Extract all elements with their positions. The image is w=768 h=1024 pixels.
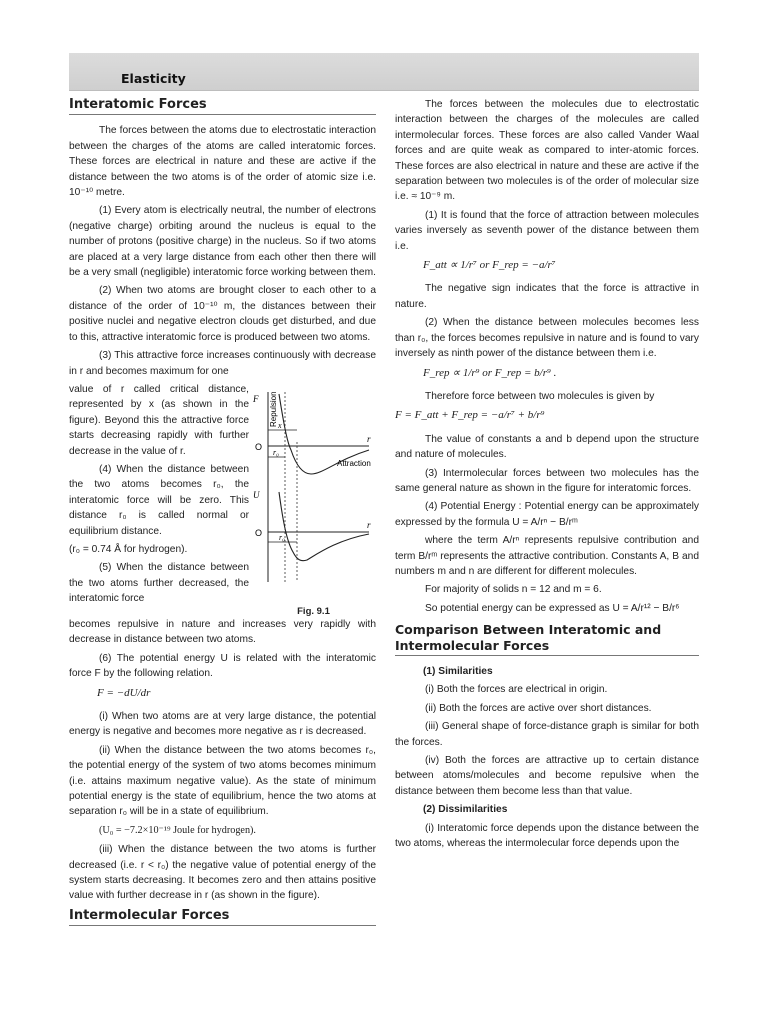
figure-side-text <box>69 382 249 617</box>
paragraph: (4) When the distance between the two atoms becomes r₀, the interatomic force will be zero. This distance r₀ is called normal or equilibrium distance. <box>69 463 249 537</box>
x-label: x <box>278 420 282 430</box>
chapter-title: Elasticity <box>121 71 186 86</box>
equation-total-force: F = F_att + F_rep = −a/r⁷ + b/r⁹ <box>395 409 545 422</box>
r0-label: r₀ <box>279 532 285 542</box>
paragraph: (1) Every atom is electrically neutral, the number of electrons (negative charge) orbiting around the nucleus is equal to the number of protons (positive charge) in the nucleus. So if two atoms are placed at a very large distance from each other then there will be a very small (negligible) interatomic force working between them. <box>69 205 376 279</box>
paragraph: Therefore force between two molecules is given by <box>425 390 655 402</box>
paragraph: (ii) When the distance between the two atoms becomes r₀, the potential energy of the system of two atoms becomes minimum (i.e. attains maximum negative value). As the state of minimum potential energy is the state of equilibrium, hence the two atoms at separation r₀ will be in a state of equilibrium. <box>69 744 376 818</box>
repulsion-label: Repulsion <box>269 391 278 427</box>
paragraph: The forces between the molecules due to electrostatic interaction between the charges of the molecules are called intermolecular forces. These forces are also called Vander Waal forces and are quite weak as compared to inter-atomic forces. These forces are also electrical in nature and these are active if the separation between two molecules is of the order of molecular size i.e. ≈ 10⁻⁹ m. <box>395 99 699 203</box>
paragraph: (r₀ = 0.74 Å for hydrogen). <box>69 543 188 555</box>
figure-caption: Fig. 9.1 <box>297 605 330 617</box>
paragraph: becomes repulsive in nature and increases very rapidly with decrease in distance between two atoms. <box>69 618 376 646</box>
force-potential-figure <box>251 382 376 617</box>
paragraph: (4) Potential Energy : Potential energy can be approximately expressed by the formula U = A/rⁿ − B/rᵐ <box>395 501 699 528</box>
r-axis-label: r <box>367 433 371 444</box>
subheading-similarities: (1) Similarities <box>423 666 493 677</box>
attraction-label: Attraction <box>337 458 371 468</box>
r-axis-label: r <box>367 519 371 530</box>
u-axis-label: U <box>253 489 260 500</box>
equation-attractive: F_att ∝ 1/r⁷ or F_rep = −a/r⁷ <box>423 259 556 272</box>
right-column <box>395 97 699 854</box>
section-heading-comparison: Comparison Between Interatomic and Intermolecular Forces <box>395 622 699 656</box>
list-item: (iii) General shape of force-distance graph is similar for both the forces. <box>395 721 699 748</box>
paragraph: (5) When the distance between the two atoms further decreased, the interatomic force <box>69 562 249 605</box>
list-item: (i) Interatomic force depends upon the distance between the two atoms, whereas the intermolecular force depends upon the <box>395 822 699 850</box>
paragraph: (2) When the distance between molecules becomes less than r₀, the forces becomes repulsive in nature and is found to vary inversely as ninth power of the distance between them i.e. <box>395 317 699 360</box>
origin-label: O <box>255 441 263 452</box>
paragraph: value of r called critical distance, represented by x (as shown in the figure). Beyond this the attractive force starts decreasing rapidly with further decrease in the value of r. <box>69 383 249 457</box>
paragraph: For majority of solids n = 12 and m = 6. <box>425 584 602 596</box>
paragraph: So potential energy can be expressed as U = A/r¹² − B/r⁶ <box>425 602 680 614</box>
paragraph: (iii) When the distance between the two atoms is further decreased (i.e. r < r₀) the negative value of potential energy of the system starts decreasing. It becomes zero and then attains positive value with further decrease in r (as shown in the figure). <box>69 844 376 902</box>
paragraph: The negative sign indicates that the force is attractive in nature. <box>395 283 699 310</box>
paragraph: (3) Intermolecular forces between two molecules has the same general nature as shown in the figure for interatomic forces. <box>395 467 699 494</box>
r0-label: r₀ <box>273 447 279 457</box>
origin-label: O <box>255 527 263 538</box>
equation-repulsive: F_rep ∝ 1/r⁹ or F_rep = b/r⁹ . <box>423 366 557 379</box>
section-heading-interatomic: Interatomic Forces <box>69 97 376 115</box>
paragraph: (1) It is found that the force of attraction between molecules varies inversely as seventh power of the distance between them i.e. <box>395 209 699 252</box>
chapter-header-bar <box>69 53 699 91</box>
f-axis-label: F <box>253 393 259 404</box>
list-item: (ii) Both the forces are active over short distances. <box>425 702 652 714</box>
paragraph: (3) This attractive force increases continuously with decrease in r and becomes maximum for one <box>69 350 376 377</box>
paragraph: The value of constants a and b depend upon the structure and nature of molecules. <box>395 433 699 461</box>
potential-curve <box>279 492 369 561</box>
equation-force-potential: F = −dU/dr <box>97 686 151 699</box>
equation-u0: (U₀ = −7.2×10⁻¹⁹ Joule for hydrogen). <box>99 824 256 836</box>
paragraph: where the term A/rⁿ represents repulsive contribution and term B/rᵐ represents the attractive contribution. Constants A, B and numbers m and n are different for different molecules. <box>395 535 699 577</box>
force-distance-graph <box>251 382 376 604</box>
left-column <box>69 97 376 934</box>
section-heading-intermolecular: Intermolecular Forces <box>69 908 376 926</box>
subheading-dissimilarities: (2) Dissimilarities <box>423 804 508 816</box>
paragraph: (2) When two atoms are brought closer to each other to a distance of the order of 10⁻¹⁰ m, the distances between their positive nuclei and negative electron clouds get disturbed, and due to this, attractive interatomic force is produced between two atoms. <box>69 285 376 343</box>
list-item: (iv) Both the forces are attractive up to certain distance between atoms/molecules and become repulsive when the distance between them become less than that value. <box>395 755 699 797</box>
list-item: (i) Both the forces are electrical in origin. <box>425 684 608 696</box>
paragraph: (6) The potential energy U is related with the interatomic force F by the following relation. <box>69 652 376 680</box>
paragraph: (i) When two atoms are at very large distance, the potential energy is negative and becomes more negative as r is decreased. <box>69 710 376 738</box>
paragraph: The forces between the atoms due to electrostatic interaction between the charges of the atoms are called interatomic forces. These forces are electrical in nature and these are active if the distance between the two atoms is of the order of atomic size i.e. 10⁻¹⁰ metre. <box>69 125 376 199</box>
figure-block <box>69 382 376 617</box>
